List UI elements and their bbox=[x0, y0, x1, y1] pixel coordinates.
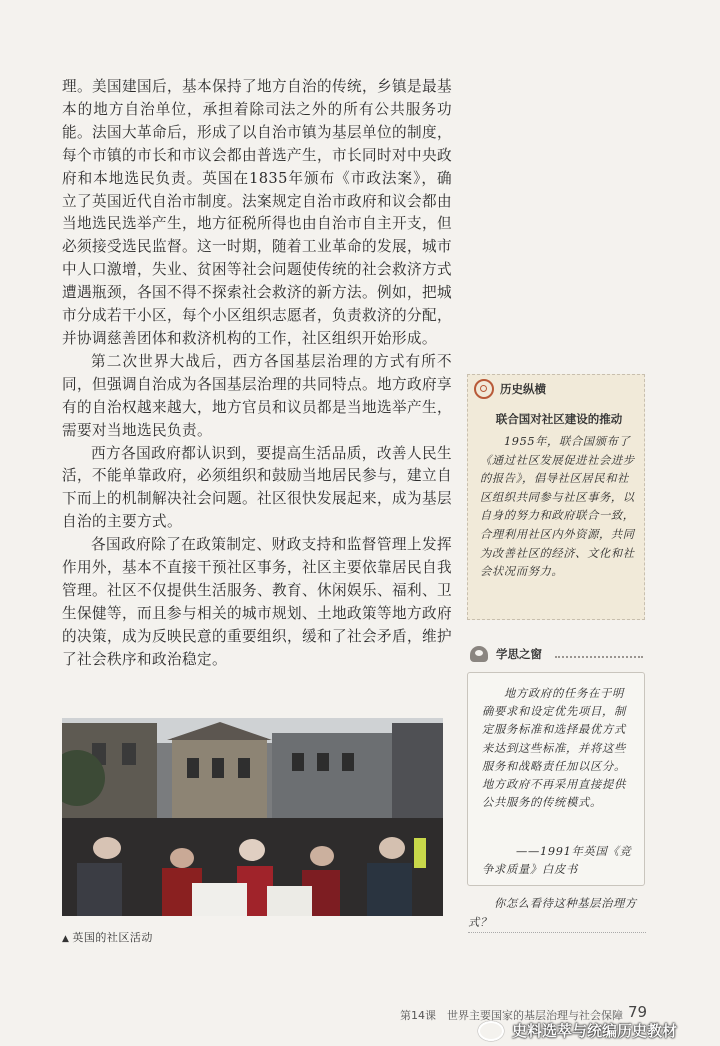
photo-illustration bbox=[62, 718, 443, 916]
history-sidebar bbox=[467, 374, 645, 620]
caption-text: 英国的社区活动 bbox=[72, 931, 153, 944]
caption-marker: ▲ bbox=[62, 934, 70, 944]
swirl-icon bbox=[474, 379, 494, 399]
lightbulb-icon bbox=[470, 646, 488, 662]
history-sidebar-body: 1955年，联合国颁布了《通过社区发展促进社会进步的报告》，倡导社区居民和社区组织共同参与社区事务，以自身的努力和政府联合一致，合理利用社区内外资源，共同为改善社区的经济、文化和社会状况而努力。 bbox=[480, 435, 635, 579]
study-window-label: 学思之窗 bbox=[496, 647, 542, 661]
paragraph-2: 第二次世界大战后，西方各国基层治理的方式有所不同，但强调自治成为各国基层治理的共同特点。地方政府享有的自治权越来越大，地方官员和议员都是当地选举产生，需要对当地选民负责。 bbox=[62, 352, 452, 439]
wechat-icon bbox=[478, 1021, 504, 1041]
history-sidebar-title: 联合国对社区建设的推动 bbox=[495, 412, 623, 426]
main-text bbox=[62, 76, 452, 672]
study-window-source: ——1991年英国《竞争求质量》白皮书 bbox=[482, 845, 632, 877]
study-window-box bbox=[467, 672, 645, 886]
paragraph-1: 理。美国建国后，基本保持了地方自治的传统，乡镇是最基本的地方自治单位，承担着除司法之外的所有公共服务功能。法国大革命后，形成了以自治市镇为基层单位的制度，每个市镇的市长和市议会都由普选产生，市长同时对中央政府和本地选民负责。英国在1835年颁布《市政法案》，确立了英国近代自治市制度。法案规定自治市政府和议会都由当地选民选举产生，地方征税所得也由自治市自主开支，但必须接受选民监督。这一时期，随着工业革命的发展，城市中人口激增，失业、贫困等社会问题使传统的社会救济方式遭遇瓶颈，各国不得不探索社会救济的新方法。例如，把城市分成若干小区，每个小区组织志愿者，负责救济的分配，并协调慈善团体和救济机构的工作，社区组织开始形成。 bbox=[62, 78, 452, 347]
dotted-divider bbox=[555, 656, 643, 658]
watermark bbox=[478, 1020, 677, 1041]
history-sidebar-heading bbox=[474, 379, 546, 399]
history-sidebar-label: 历史纵横 bbox=[500, 382, 546, 396]
study-window-heading bbox=[470, 646, 542, 662]
study-question: 你怎么看待这种基层治理方式？ bbox=[468, 894, 646, 933]
paragraph-4: 各国政府除了在政策制定、财政支持和监督管理上发挥作用外，基本不直接干预社区事务，社区主要依靠居民自我管理。社区不仅提供生活服务、教育、休闲娱乐、福利、卫生保健等，而且参与相关的城市规划、土地政策等地方政府的决策，成为反映民意的重要组织，缓和了社会矛盾，维护了社会秩序和政治稳定。 bbox=[62, 536, 452, 668]
watermark-text: 史料选萃与统编历史教材 bbox=[512, 1022, 678, 1040]
paragraph-3: 西方各国政府都认识到，要提高生活品质，改善人民生活，不能单靠政府，必须组织和鼓励当地居民参与，建立自下而上的机制解决社会问题。社区很快发展起来，成为基层自治的主要方式。 bbox=[62, 444, 452, 531]
page-number: 79 bbox=[628, 1003, 648, 1021]
study-window-quote: 地方政府的任务在于明确要求和设定优先项目，制定服务标准和选择最优方式来达到这些标准，并将这些服务和战略责任加以区分。地方政府不再采用直接提供公共服务的传统模式。 bbox=[482, 687, 626, 810]
photo-caption bbox=[62, 929, 153, 945]
community-activity-photo bbox=[62, 718, 443, 916]
lesson-footer: 第14课 世界主要国家的基层治理与社会保障 bbox=[400, 1009, 623, 1022]
